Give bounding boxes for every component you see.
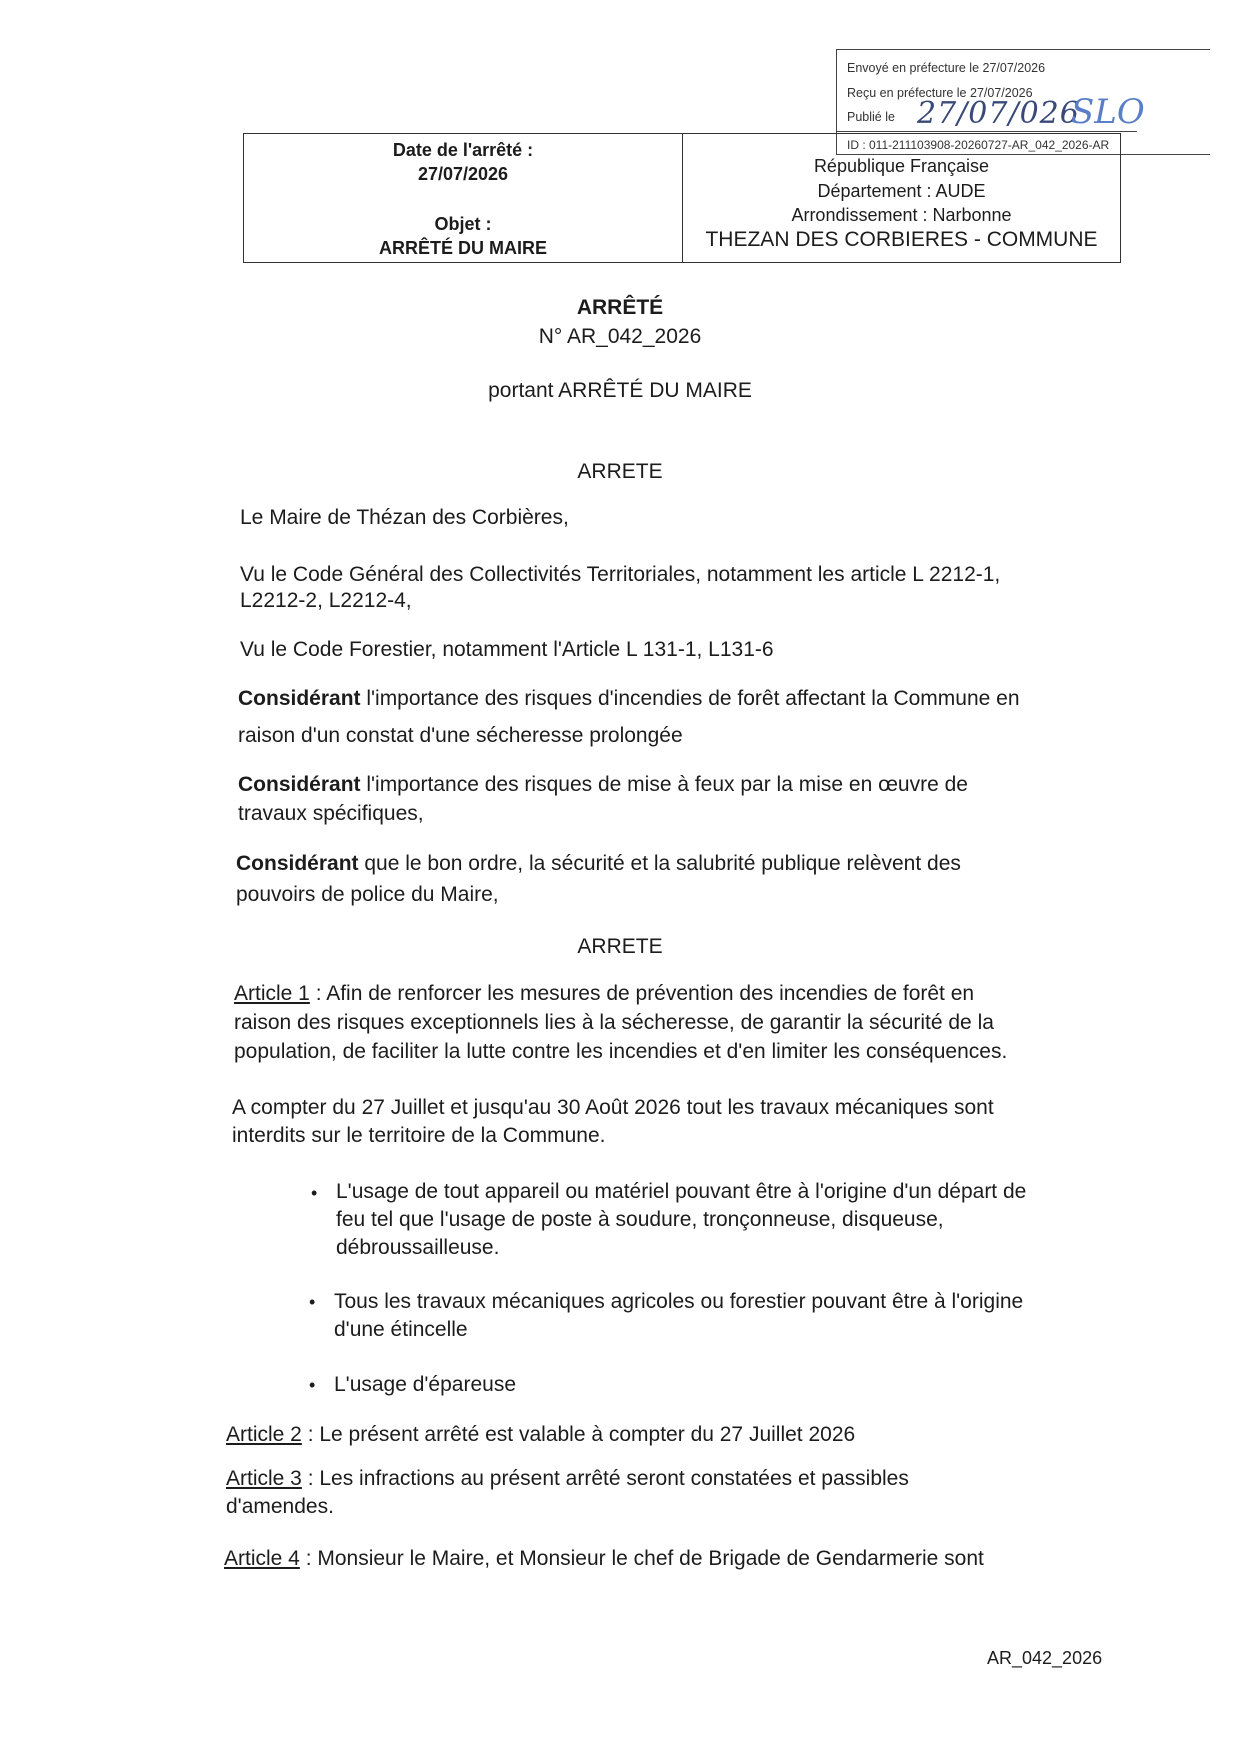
- article-1-line-2: raison des risques exceptionnels lies à la sécheresse, de garantir la sécurité de la: [234, 1011, 994, 1034]
- bullet-icon: •: [311, 1183, 318, 1203]
- stamp-received-line: Reçu en préfecture le 27/07/2026: [847, 86, 1033, 100]
- country-name: République Française: [813, 156, 990, 176]
- article-4-text: : Monsieur le Maire, et Monsieur le chef de Brigade de Gendarmerie sont: [299, 1547, 984, 1570]
- considerant-2-text: l'importance des risques de mise à feux par la mise en œuvre de: [360, 773, 968, 796]
- handwritten-publish-date: 27/07/026: [917, 96, 1080, 131]
- arrete-heading-2: ARRETE: [577, 935, 663, 958]
- mayor-line: Le Maire de Thézan des Corbières,: [240, 506, 569, 529]
- considerant-3-line-1: [236, 850, 961, 878]
- header-table: [243, 133, 1121, 263]
- stamp-id-line: ID : 011-211103908-20260727-AR_042_2026-AR: [847, 138, 1110, 152]
- article-3-text: : Les infractions au présent arrêté seront constatées et passibles: [301, 1467, 909, 1490]
- vu-cgct-line-1: Vu le Code Général des Collectivités Territoriales, notamment les article L 2212-1,: [240, 563, 1001, 586]
- bullet-1-line-1: L'usage de tout appareil ou matériel pouvant être à l'origine d'un départ de: [336, 1180, 1027, 1203]
- article-3-line-1: [226, 1465, 909, 1493]
- article-1-label: Article 1: [234, 982, 310, 1005]
- document-subject: portant ARRÊTÉ DU MAIRE: [488, 379, 752, 402]
- district-name: Arrondissement : Narbonne: [791, 205, 1012, 225]
- considerant-3-text: que le bon ordre, la sécurité et la salubrité publique relèvent des: [358, 852, 961, 875]
- commune-name: THEZAN DES CORBIERES - COMMUNE: [705, 228, 1098, 251]
- bullet-2-line-2: d'une étincelle: [334, 1318, 468, 1341]
- stamp-sent-line: Envoyé en préfecture le 27/07/2026: [847, 61, 1046, 75]
- date-value: 27/07/2026: [417, 164, 509, 184]
- vu-cgct-line-2: L2212-2, L2212-4,: [240, 589, 412, 612]
- department-name: Département : AUDE: [817, 181, 986, 201]
- article-2-line: [226, 1421, 855, 1449]
- article-1-line-3: population, de faciliter la lutte contre les incendies et d'en limiter les conséquences.: [234, 1040, 1008, 1063]
- considerant-1-line-2: raison d'un constat d'une sécheresse prolongée: [238, 724, 683, 747]
- considerant-keyword: Considérant: [236, 852, 359, 875]
- handwritten-initials: SLO: [1071, 92, 1145, 132]
- article-4-label: Article 4: [224, 1547, 300, 1570]
- article-2-label: Article 2: [226, 1423, 302, 1446]
- considerant-keyword: Considérant: [238, 687, 361, 710]
- considerant-3-line-2: pouvoirs de police du Maire,: [236, 883, 499, 906]
- article-3-label: Article 3: [226, 1467, 302, 1490]
- object-label: Objet :: [434, 214, 492, 234]
- document-number: N° AR_042_2026: [538, 325, 702, 348]
- bullet-1-line-2: feu tel que l'usage de poste à soudure, tronçonneuse, disqueuse,: [336, 1208, 944, 1231]
- bullet-2-line-1: Tous les travaux mécaniques agricoles ou forestier pouvant être à l'origine: [334, 1290, 1024, 1313]
- object-value: ARRÊTÉ DU MAIRE: [378, 238, 547, 258]
- considerant-1-line-1: [238, 685, 1020, 713]
- footer-reference: AR_042_2026: [987, 1648, 1103, 1668]
- arrete-heading-1: ARRETE: [577, 460, 663, 483]
- considerant-2-line-1: [238, 771, 968, 799]
- document-heading: ARRÊTÉ: [576, 296, 664, 319]
- stamp-separator: [837, 131, 1137, 132]
- considerant-2-line-2: travaux spécifiques,: [238, 802, 424, 825]
- considerant-1-text: l'importance des risques d'incendies de forêt affectant la Commune en: [360, 687, 1020, 710]
- date-label: Date de l'arrêté :: [392, 140, 534, 160]
- vu-forestier-line: Vu le Code Forestier, notamment l'Article L 131-1, L131-6: [240, 638, 774, 661]
- article-3-line-2: d'amendes.: [226, 1495, 334, 1518]
- bullet-icon: •: [309, 1292, 316, 1312]
- bullet-3: L'usage d'épareuse: [334, 1373, 516, 1396]
- article-1-text: : Afin de renforcer les mesures de prévention des incendies de forêt en: [309, 982, 975, 1005]
- considerant-keyword: Considérant: [238, 773, 361, 796]
- stamp-published-label: Publié le: [847, 110, 895, 124]
- article-1-p2-line-1: A compter du 27 Juillet et jusqu'au 30 Août 2026 tout les travaux mécaniques sont: [232, 1096, 994, 1119]
- bullet-icon: •: [309, 1375, 316, 1395]
- article-4-line: [224, 1545, 984, 1573]
- article-1-line-1: [234, 980, 974, 1008]
- bullet-1-line-3: débroussailleuse.: [336, 1236, 500, 1259]
- article-2-text: : Le présent arrêté est valable à compter du 27 Juillet 2026: [301, 1423, 856, 1446]
- article-1-p2-line-2: interdits sur le territoire de la Commune.: [232, 1124, 606, 1147]
